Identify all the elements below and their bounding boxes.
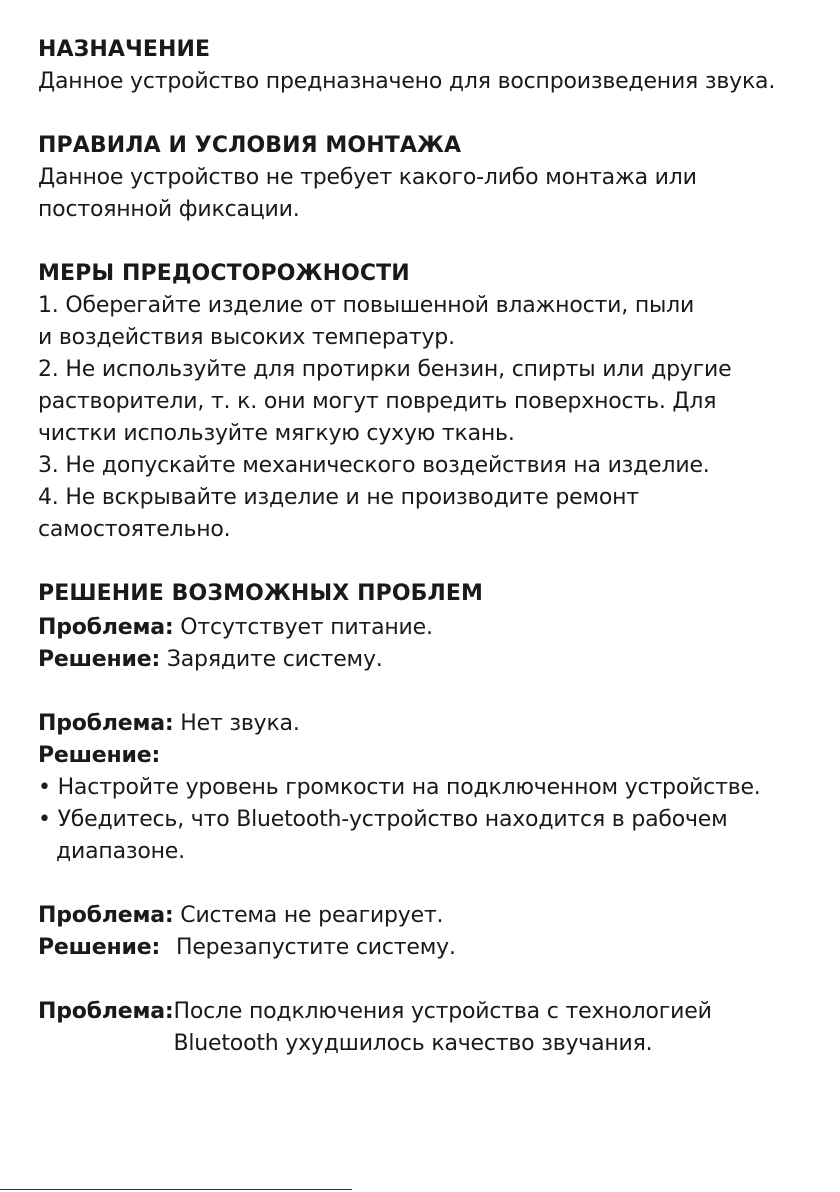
problem-row <box>38 708 828 740</box>
document-page <box>38 34 828 1060</box>
solution-row <box>38 644 828 676</box>
solution-bullet: • Убедитесь, что Bluetooth-устройство находится в рабочем диапазоне. <box>38 807 728 864</box>
solution-text: Перезапустите систему. <box>176 935 456 960</box>
precaution-line: растворители, т. к. они могут повредить поверхность. Для <box>38 389 717 414</box>
precaution-line: чистки используйте мягкую сухую ткань. <box>38 421 515 446</box>
purpose-text: Данное устройство предназначено для воспроизведения звука. <box>38 69 776 94</box>
solution-bullet: • Настройте уровень громкости на подключенном устройстве. <box>38 775 761 800</box>
purpose-section <box>38 34 828 98</box>
solution-row <box>38 740 828 772</box>
mounting-line: Данное устройство не требует какого-либо монтажа или <box>38 165 697 190</box>
problem-row <box>38 900 828 932</box>
problem-text-line: После подключения устройства с технологией <box>173 999 712 1024</box>
problem-label: Проблема: <box>38 903 174 928</box>
problem-label: Проблема: <box>38 615 174 640</box>
solution-row <box>38 932 828 964</box>
troubleshooting-section <box>38 578 828 1060</box>
problem-row <box>38 612 828 644</box>
precaution-line: и воздействия высоких температур. <box>38 325 455 350</box>
precautions-section <box>38 258 828 546</box>
solution-label: Решение: <box>38 935 161 960</box>
problem-text-line: Bluetooth ухудшилось качество звучания. <box>173 1031 653 1056</box>
precautions-heading: МЕРЫ ПРЕДОСТОРОЖНОСТИ <box>38 261 410 286</box>
problem-text-block <box>174 996 829 1060</box>
precaution-line: 3. Не допускайте механического воздействия на изделие. <box>38 453 710 478</box>
problem-label: Проблема: <box>38 711 174 736</box>
purpose-heading: НАЗНАЧЕНИЕ <box>38 37 211 62</box>
footer-rule <box>0 1189 352 1190</box>
problem-label: Проблема: <box>38 999 174 1024</box>
precaution-line: 1. Оберегайте изделие от повышенной влажности, пыли <box>38 293 695 318</box>
solution-label: Решение: <box>38 647 161 672</box>
problem-text: Система не реагирует. <box>180 903 444 928</box>
precaution-line: 2. Не используйте для протирки бензин, спирты или другие <box>38 357 732 382</box>
problem-text: Отсутствует питание. <box>180 615 433 640</box>
solution-text: Зарядите систему. <box>166 647 383 672</box>
troubleshooting-heading: РЕШЕНИЕ ВОЗМОЖНЫХ ПРОБЛЕМ <box>38 581 484 606</box>
precaution-line: самостоятельно. <box>38 517 231 542</box>
mounting-line: постоянной фиксации. <box>38 197 300 222</box>
precaution-line: 4. Не вскрывайте изделие и не производите ремонт <box>38 485 639 510</box>
problem-text: Нет звука. <box>180 711 300 736</box>
problem-row <box>38 996 828 1060</box>
solution-label: Решение: <box>38 743 161 768</box>
mounting-section <box>38 130 828 226</box>
mounting-heading: ПРАВИЛА И УСЛОВИЯ МОНТАЖА <box>38 133 462 158</box>
